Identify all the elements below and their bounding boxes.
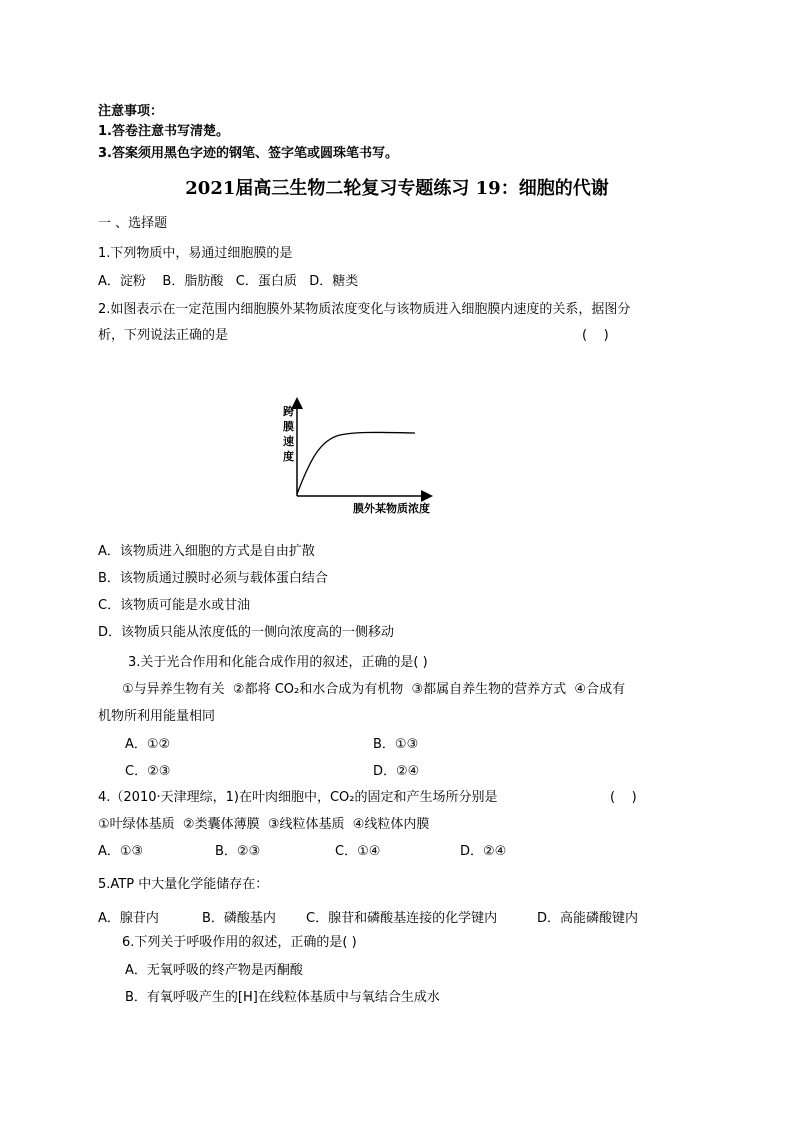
notice-item-2: 3.答案须用黑色字迹的钢笔、签字笔或圆珠笔书写。 bbox=[98, 146, 398, 161]
q6-option-a: A．无氧呼吸的终产物是丙酮酸 bbox=[125, 963, 303, 978]
q2-figure bbox=[270, 390, 450, 520]
q3-stem: 3.关于光合作用和化能合成作用的叙述，正确的是( ) bbox=[128, 655, 428, 670]
figure-ylabel-2: 膜 bbox=[283, 420, 294, 433]
q5-option-a: A．腺苷内 bbox=[98, 911, 159, 926]
figure-xlabel: 膜外某物质浓度 bbox=[353, 502, 430, 515]
q3-line2: 机物所利用能量相同 bbox=[98, 709, 216, 724]
q6-stem: 6.下列关于呼吸作用的叙述，正确的是( ) bbox=[122, 935, 357, 950]
q1-options: A．淀粉 B．脂肪酸 C．蛋白质 D．糖类 bbox=[98, 274, 359, 289]
q4-option-c: C．①④ bbox=[335, 844, 381, 859]
q3-option-a: A．①② bbox=[125, 737, 171, 752]
q4-option-d: D．②④ bbox=[460, 844, 507, 859]
q2-option-c: C．该物质可能是水或甘油 bbox=[98, 598, 251, 613]
q2-stem-line1: 2.如图表示在一定范围内细胞膜外某物质浓度变化与该物质进入细胞膜内速度的关系，据图分 bbox=[98, 302, 631, 317]
figure-ylabel-3: 速 bbox=[283, 435, 294, 448]
figure-ylabel-4: 度 bbox=[283, 450, 294, 463]
q3-option-d: D．②④ bbox=[373, 764, 420, 779]
figure-ylabel-1: 跨 bbox=[283, 405, 294, 418]
q3-option-c: C．②③ bbox=[125, 764, 171, 779]
q1-stem: 1.下列物质中，易通过细胞膜的是 bbox=[98, 246, 293, 261]
q4-option-a: A．①③ bbox=[98, 844, 144, 859]
q2-option-d: D．该物质只能从浓度低的一侧向浓度高的一侧移动 bbox=[98, 625, 395, 640]
page-title: 2021届高三生物二轮复习专题练习 19：细胞的代谢 bbox=[185, 178, 609, 199]
q5-option-d: D．高能磷酸键内 bbox=[537, 911, 639, 926]
q6-option-b: B．有氧呼吸产生的[H]在线粒体基质中与氧结合生成水 bbox=[125, 990, 440, 1005]
q5-stem: 5.ATP 中大量化学能储存在： bbox=[98, 877, 269, 892]
q2-stem-line2: 析，下列说法正确的是 bbox=[98, 328, 229, 343]
q5-option-c: C．腺苷和磷酸基连接的化学键内 bbox=[306, 911, 498, 926]
q2-option-a: A．该物质进入细胞的方式是自由扩散 bbox=[98, 544, 315, 559]
q4-stem: 4.（2010·天津理综，1)在叶肉细胞中，CO₂的固定和产生场所分别是 bbox=[98, 790, 498, 805]
q5-option-b: B．磷酸基内 bbox=[202, 911, 276, 926]
q3-line1: ①与异养生物有关 ②都将 CO₂和水合成为有机物 ③都属自养生物的营养方式 ④合成有 bbox=[122, 682, 626, 697]
q4-bracket: ( ) bbox=[610, 790, 637, 805]
figure-curve bbox=[297, 432, 415, 494]
q4-option-b: B．②③ bbox=[215, 844, 261, 859]
section-heading: 一 、选择题 bbox=[98, 216, 168, 231]
notice-heading: 注意事项： bbox=[98, 104, 164, 119]
notice-item-1: 1.答卷注意书写清楚。 bbox=[98, 124, 229, 139]
q2-bracket: ( ) bbox=[582, 328, 609, 343]
q2-option-b: B．该物质通过膜时必须与载体蛋白结合 bbox=[98, 571, 328, 586]
q4-items: ①叶绿体基质 ②类囊体薄膜 ③线粒体基质 ④线粒体内膜 bbox=[98, 817, 430, 832]
q3-option-b: B．①③ bbox=[373, 737, 419, 752]
